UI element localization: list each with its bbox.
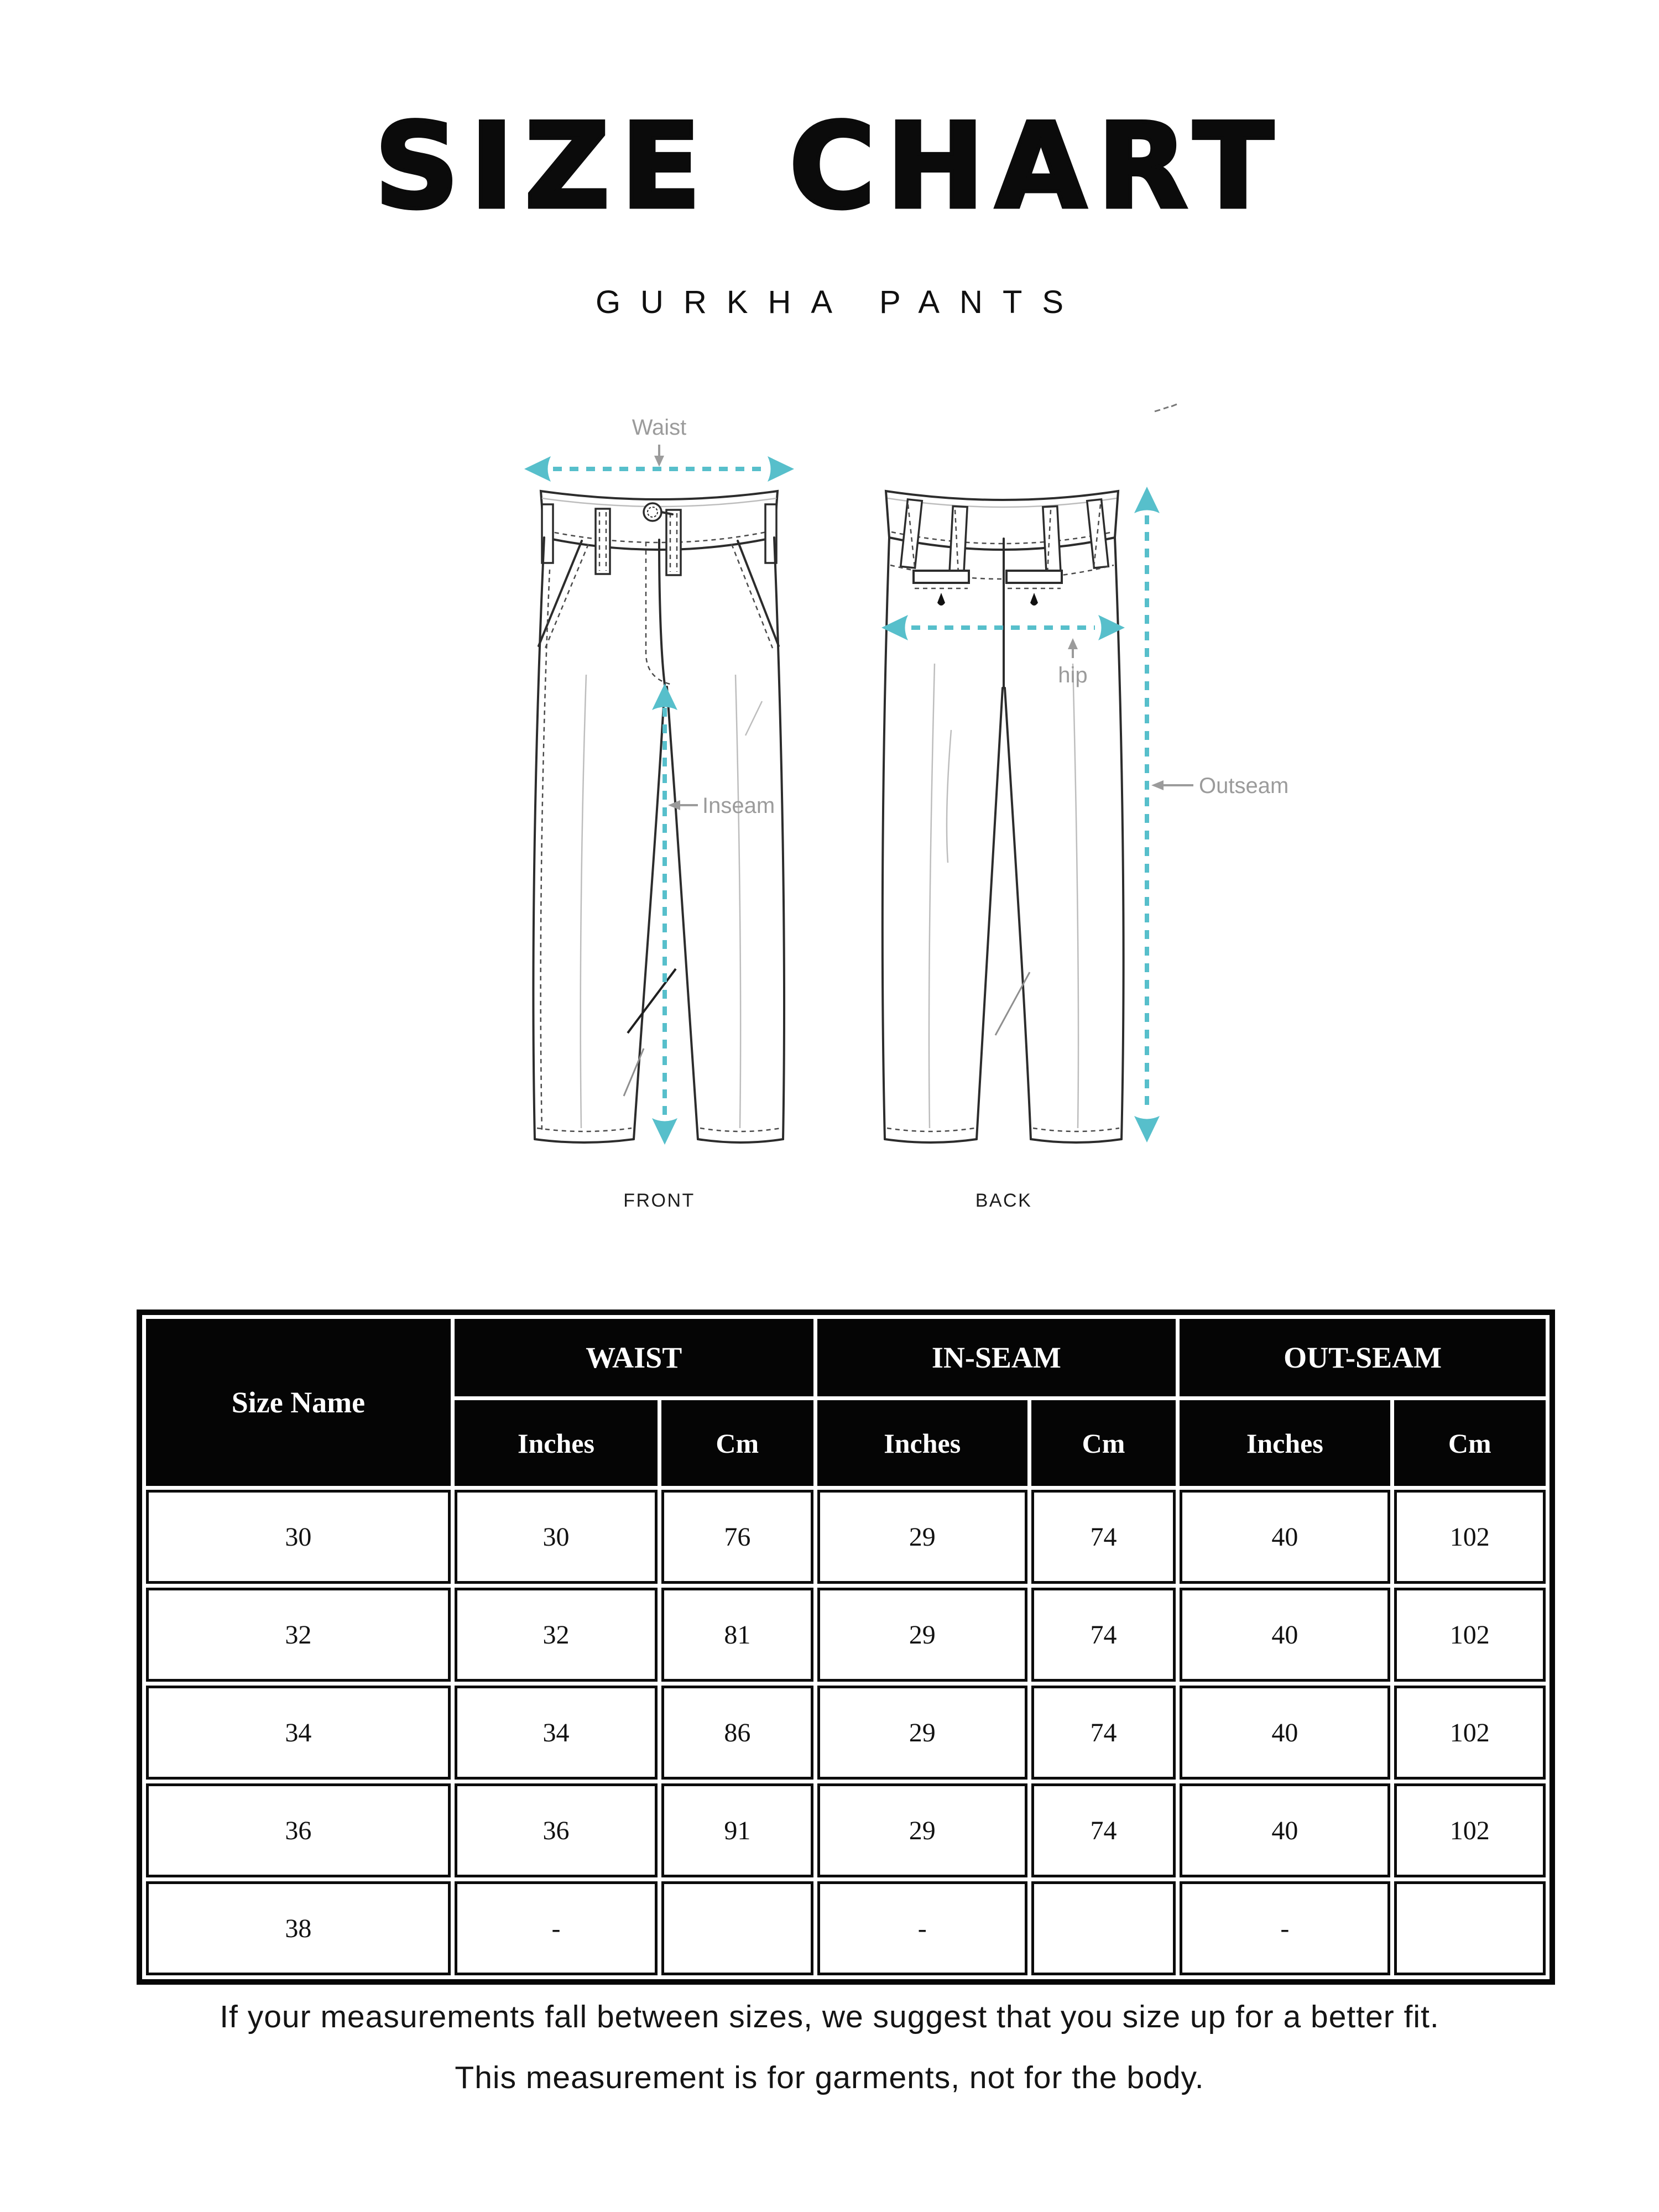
- size-chart-table: [137, 1310, 1555, 1985]
- table-cell: 86: [661, 1686, 813, 1780]
- table-cell: -: [817, 1881, 1027, 1975]
- pocket-button-right: [1030, 593, 1038, 606]
- table-cell: 29: [817, 1588, 1027, 1682]
- table-row: [146, 1490, 1546, 1584]
- table-cell: 102: [1394, 1783, 1546, 1877]
- inseam-inches-header: Inches: [817, 1400, 1027, 1486]
- waist-inches-header: Inches: [455, 1400, 658, 1486]
- size-cell: 30: [146, 1490, 451, 1584]
- outseam-measure-arrow: [1134, 487, 1288, 1142]
- outseam-label: Outseam: [1199, 774, 1289, 798]
- footer-line-1: If your measurements fall between sizes, we suggest that you size up for a better fit.: [220, 1999, 1439, 2034]
- inseam-cm-header: Cm: [1031, 1400, 1176, 1486]
- outseam-group-header: OUT-SEAM: [1180, 1319, 1546, 1396]
- pocket-button-left: [937, 593, 945, 606]
- table-cell: [1394, 1881, 1546, 1975]
- back-view-label: BACK: [975, 1190, 1032, 1211]
- table-cell: 102: [1394, 1588, 1546, 1682]
- outseam-inches-header: Inches: [1180, 1400, 1390, 1486]
- table-row: [146, 1686, 1546, 1780]
- inseam-group-header: IN-SEAM: [817, 1319, 1176, 1396]
- table-row: [146, 1783, 1546, 1877]
- size-cell: 36: [146, 1783, 451, 1877]
- inseam-measure-arrow: [652, 684, 775, 1145]
- waist-group-header: WAIST: [455, 1319, 813, 1396]
- table-cell: 40: [1180, 1686, 1390, 1780]
- size-cell: 38: [146, 1881, 451, 1975]
- size-name-header: Size Name: [146, 1319, 451, 1486]
- page-subtitle: GURKHA PANTS: [595, 284, 1084, 320]
- table-cell: 29: [817, 1686, 1027, 1780]
- table-cell: 32: [455, 1588, 658, 1682]
- table-cell: 30: [455, 1490, 658, 1584]
- back-pants-drawing: [883, 491, 1124, 1142]
- waist-label: Waist: [632, 415, 687, 440]
- table-row: [146, 1588, 1546, 1682]
- table-cell: [1031, 1881, 1176, 1975]
- table-cell: -: [455, 1881, 658, 1975]
- table-cell: 40: [1180, 1490, 1390, 1584]
- table-cell: 29: [817, 1490, 1027, 1584]
- table-cell: 34: [455, 1686, 658, 1780]
- footer-line-2: This measurement is for garments, not for the body.: [455, 2060, 1204, 2095]
- page-title: SIZE CHART: [374, 98, 1285, 234]
- table-cell: 74: [1031, 1686, 1176, 1780]
- size-cell: 32: [146, 1588, 451, 1682]
- table-cell: 74: [1031, 1783, 1176, 1877]
- table-cell: 74: [1031, 1490, 1176, 1584]
- table-cell: 36: [455, 1783, 658, 1877]
- scribble-mark: [1155, 404, 1177, 411]
- table-cell: 74: [1031, 1588, 1176, 1682]
- footer-note: [0, 1986, 1659, 2108]
- table-row: [146, 1881, 1546, 1975]
- outseam-cm-header: Cm: [1394, 1400, 1546, 1486]
- hip-label: hip: [1058, 663, 1088, 687]
- table-cell: 40: [1180, 1588, 1390, 1682]
- table-cell: 76: [661, 1490, 813, 1584]
- size-cell: 34: [146, 1686, 451, 1780]
- table-cell: -: [1180, 1881, 1390, 1975]
- waist-measure-arrow: [524, 415, 794, 482]
- table-cell: [661, 1881, 813, 1975]
- header-group-row: [146, 1319, 1546, 1396]
- waist-cm-header: Cm: [661, 1400, 813, 1486]
- table-cell: 91: [661, 1783, 813, 1877]
- inseam-label: Inseam: [702, 794, 775, 818]
- front-view-label: FRONT: [623, 1190, 695, 1211]
- table-cell: 81: [661, 1588, 813, 1682]
- table-cell: 102: [1394, 1490, 1546, 1584]
- table-cell: 102: [1394, 1686, 1546, 1780]
- table-cell: 29: [817, 1783, 1027, 1877]
- table-cell: 40: [1180, 1783, 1390, 1877]
- pants-technical-diagram: [498, 395, 1327, 1264]
